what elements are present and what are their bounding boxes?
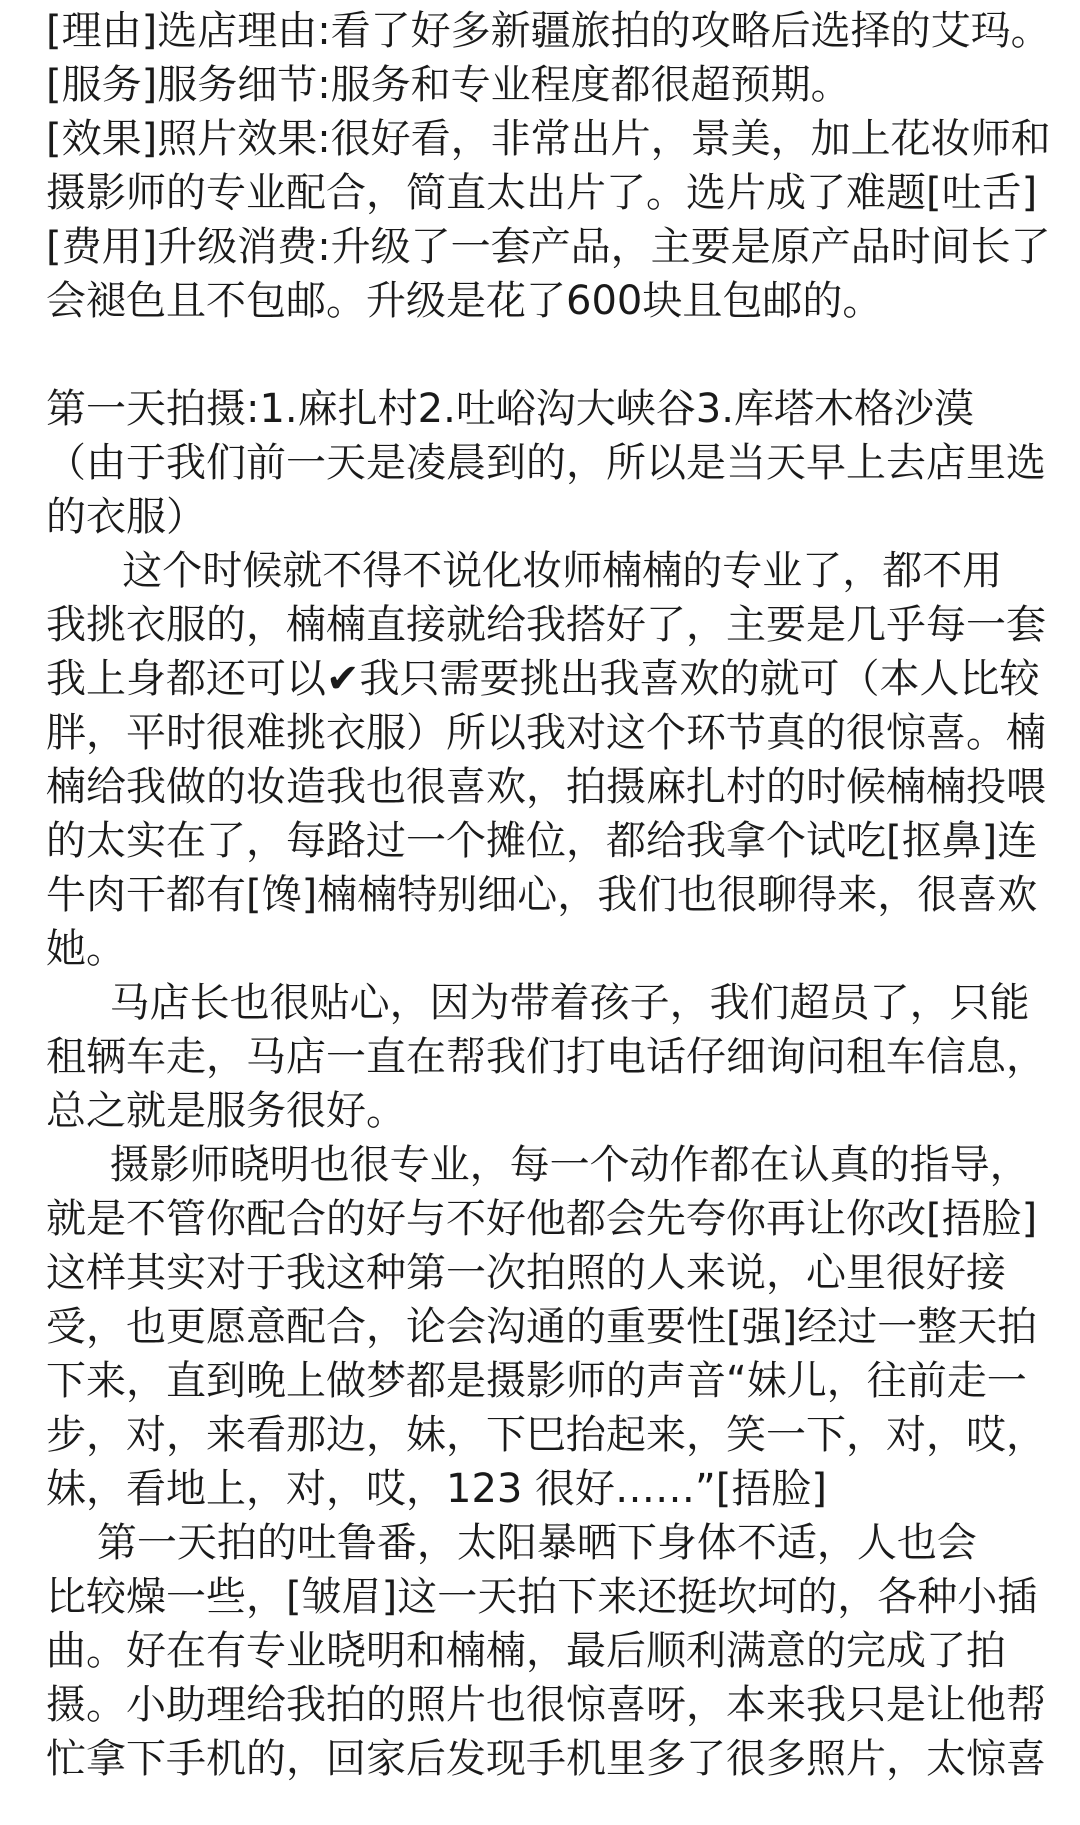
text-line: 的衣服） xyxy=(46,494,206,540)
text-line: 第一天拍的吐鲁番，太阳暴晒下身体不适，人也会 xyxy=(46,1520,977,1566)
text-line: 摄影师的专业配合，简直太出片了。选片成了难题[吐舌] xyxy=(46,170,1038,216)
text-line: 马店长也很贴心，因为带着孩子，我们超员了，只能 xyxy=(46,980,1030,1026)
text-line: 受，也更愿意配合，论会沟通的重要性[强]经过一整天拍 xyxy=(46,1304,1038,1350)
text-line: 忙拿下手机的，回家后发现手机里多了很多照片，太惊喜 xyxy=(46,1736,1046,1782)
text-line: 她。 xyxy=(46,926,126,972)
text-line: 我上身都还可以✔我只需要挑出我喜欢的就可（本人比较 xyxy=(46,656,1040,702)
text-line: 楠给我做的妆造我也很喜欢，拍摄麻扎村的时候楠楠投喂 xyxy=(46,764,1046,810)
text-line: 会褪色且不包邮。升级是花了600块且包邮的。 xyxy=(46,278,883,324)
text-line: 妹，看地上，对，哎，123 很好……”[捂脸] xyxy=(46,1466,827,1512)
review-text-body xyxy=(46,4,1051,1786)
text-line: [效果]照片效果:很好看，非常出片，景美，加上花妆师和 xyxy=(46,116,1051,162)
blank-line xyxy=(46,328,1046,382)
text-line: [理由]选店理由:看了好多新疆旅拍的攻略后选择的艾玛。 xyxy=(46,8,1051,54)
text-line: 步，对，来看那边，妹，下巴抬起来，笑一下，对，哎， xyxy=(46,1412,1046,1458)
text-line: 就是不管你配合的好与不好他都会先夸你再让你改[捂脸] xyxy=(46,1196,1038,1242)
text-line: 我挑衣服的，楠楠直接就给我搭好了，主要是几乎每一套 xyxy=(46,602,1046,648)
text-line: 比较燥一些，[皱眉]这一天拍下来还挺坎坷的，各种小插 xyxy=(46,1574,1038,1620)
text-line: 这个时候就不得不说化妆师楠楠的专业了，都不用 xyxy=(46,548,1003,594)
text-line: 曲。好在有专业晓明和楠楠，最后顺利满意的完成了拍 xyxy=(46,1628,1006,1674)
text-line: 的太实在了，每路过一个摊位，都给我拿个试吃[抠鼻]连 xyxy=(46,818,1038,864)
text-line: 胖，平时很难挑衣服）所以我对这个环节真的很惊喜。楠 xyxy=(46,710,1046,756)
text-line: 摄影师晓明也很专业，每一个动作都在认真的指导， xyxy=(46,1142,1030,1188)
text-line: 摄。小助理给我拍的照片也很惊喜呀，本来我只是让他帮 xyxy=(46,1682,1046,1728)
text-line: 牛肉干都有[馋]楠楠特别细心，我们也很聊得来，很喜欢 xyxy=(46,872,1038,918)
text-line: 这样其实对于我这种第一次拍照的人来说，心里很好接 xyxy=(46,1250,1006,1296)
text-line: [费用]升级消费:升级了一套产品，主要是原产品时间长了 xyxy=(46,224,1051,270)
text-line: 总之就是服务很好。 xyxy=(46,1088,406,1134)
text-line: [服务]服务细节:服务和专业程度都很超预期。 xyxy=(46,62,851,108)
text-line: （由于我们前一天是凌晨到的，所以是当天早上去店里选 xyxy=(46,440,1046,486)
text-line: 租辆车走，马店一直在帮我们打电话仔细询问租车信息， xyxy=(46,1034,1046,1080)
text-line: 下来，直到晚上做梦都是摄影师的声音“妹儿，往前走一 xyxy=(46,1358,1027,1404)
text-line: 第一天拍摄:1.麻扎村2.吐峪沟大峡谷3.库塔木格沙漠 xyxy=(46,386,974,432)
